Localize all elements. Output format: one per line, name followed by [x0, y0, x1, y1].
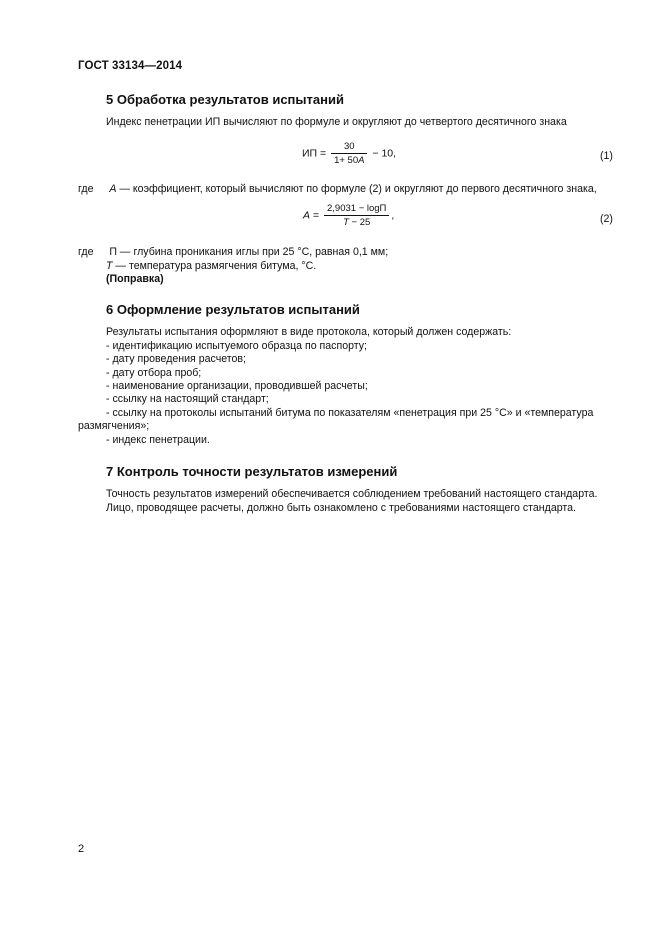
where-2-var: T	[106, 260, 113, 272]
section-7-title: 7 Контроль точности результатов измерений	[106, 464, 398, 479]
formula-2-eq: =	[312, 209, 320, 222]
where-2-text-1: П — глубина проникания иглы при 25 °С, равная 0,1 мм;	[109, 246, 389, 258]
where-1	[78, 183, 597, 196]
where-2-line-2	[106, 260, 316, 273]
where-2-gde: где	[78, 246, 94, 258]
formula-1-fraction	[331, 141, 367, 166]
formula-2	[303, 203, 394, 228]
formula-1-denominator	[331, 154, 367, 166]
formula-1	[302, 141, 396, 166]
formula-1-lhs: ИП	[302, 147, 318, 160]
page-number: 2	[78, 843, 85, 855]
formula-2-denominator	[324, 216, 389, 228]
formula-1-numerator: 30	[331, 141, 367, 154]
amendment-note: (Поправка)	[106, 273, 164, 285]
document-header: ГОСТ 33134—2014	[78, 60, 183, 72]
formula-1-denominator-var: A	[358, 155, 365, 166]
where-2-line-1	[78, 246, 388, 259]
formula-2-numerator: 2,9031 − logП	[324, 203, 389, 216]
section-5-intro: Индекс пенетрации ИП вычисляют по формуле и округляют до четвертого десятичного знака	[106, 116, 567, 128]
where-2-text-2: — температура размягчения битума, °С.	[112, 260, 317, 272]
formula-1-denominator-pre: 1+ 50	[334, 155, 359, 166]
formula-1-number: (1)	[600, 150, 613, 162]
section-6-title: 6 Оформление результатов испытаний	[106, 302, 360, 317]
section-6-item-continuation: размягчения»;	[78, 420, 150, 432]
where-1-var: A	[109, 183, 117, 195]
section-6-intro: Результаты испытания оформляют в виде протокола, который должен содержать:	[106, 326, 512, 338]
formula-2-number: (2)	[600, 213, 613, 225]
formula-2-tail: ,	[391, 209, 395, 222]
formula-2-denominator-var: T	[343, 217, 349, 228]
section-6-item: - идентификацию испытуемого образца по паспорту;	[106, 340, 367, 352]
formula-2-lhs: A	[303, 209, 311, 222]
formula-1-eq: =	[320, 147, 327, 160]
section-6-item: - наименование организации, проводившей расчеты;	[106, 380, 368, 392]
section-6-item: - индекс пенетрации.	[106, 434, 210, 446]
section-7-line-2: Лицо, проводящее расчеты, должно быть ознакомлено с требованиями настоящего стандарта.	[106, 502, 576, 514]
section-5-title: 5 Обработка результатов испытаний	[106, 92, 344, 107]
formula-2-fraction	[324, 203, 389, 228]
section-6-item: - ссылку на протоколы испытаний битума по показателям «пенетрация при 25 °С» и «температура	[106, 407, 594, 419]
section-6-item: - дату проведения расчетов;	[106, 353, 246, 365]
section-7-line-1: Точность результатов измерений обеспечивается соблюдением требований настоящего стандарта.	[106, 488, 598, 500]
where-1-gde: где	[78, 183, 94, 195]
section-6-item: - ссылку на настоящий стандарт;	[106, 393, 269, 405]
formula-2-denominator-post: − 25	[348, 217, 371, 228]
where-1-text: — коэффициент, который вычисляют по формуле (2) и округляют до первого десятичного знака,	[116, 183, 597, 195]
section-6-item: - дату отбора проб;	[106, 367, 202, 379]
formula-1-tail: − 10,	[372, 147, 397, 160]
